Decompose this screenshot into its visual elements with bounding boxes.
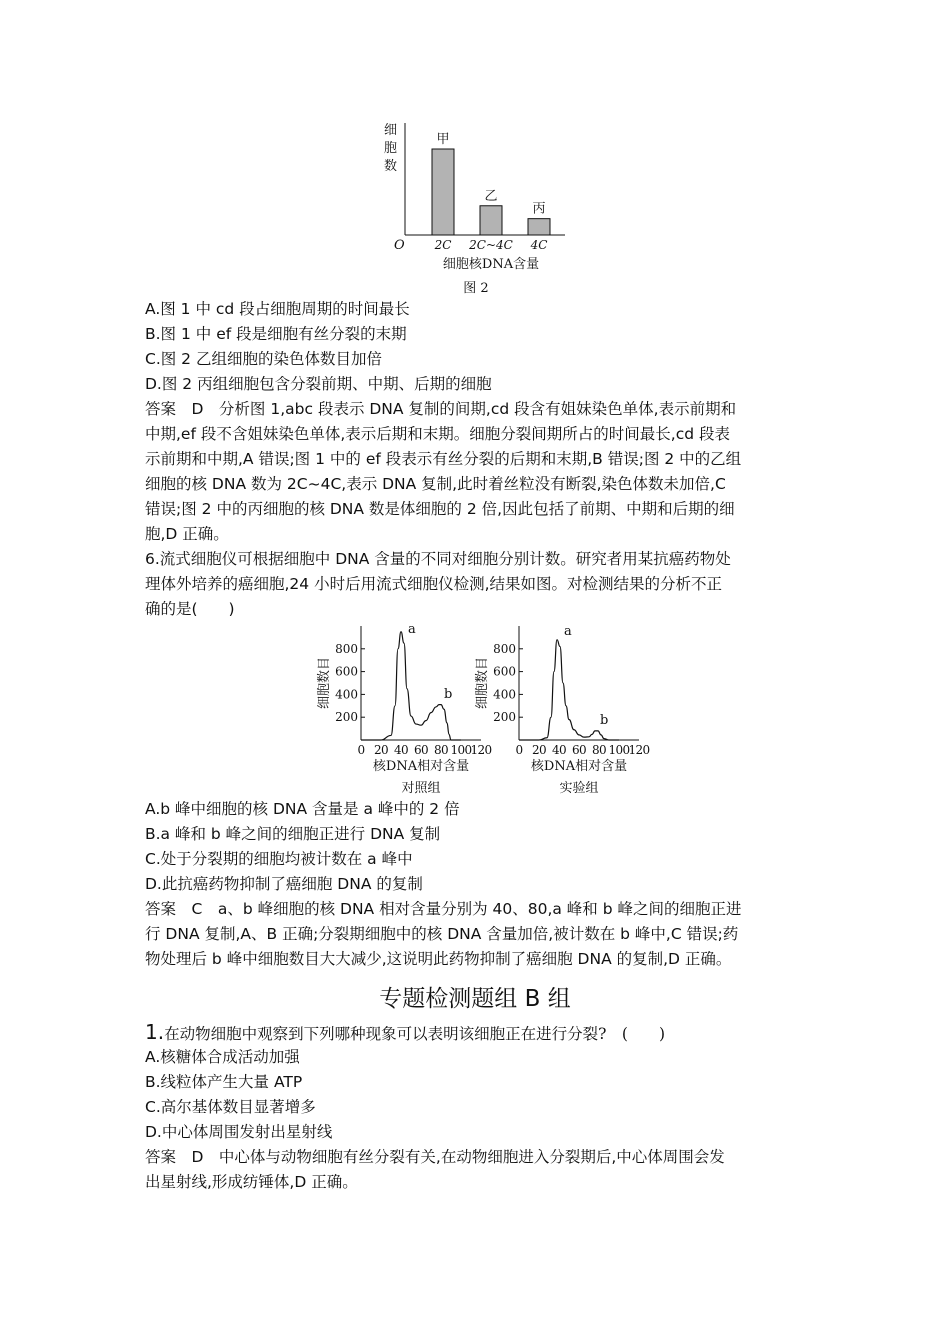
q1-option-a: A.核糖体合成活动加强 (145, 1048, 300, 1066)
fig2-xlabel: 细胞核DNA含量 (442, 257, 540, 272)
flow-chart-title: 对照组 (401, 781, 441, 796)
flow-x-tick-label: 20 (531, 743, 547, 757)
q6-answer-line: 答案 C a、b 峰细胞的核 DNA 相对含量分别为 40、80,a 峰和 b 峰之间的细胞正进 (145, 900, 742, 918)
flow-x-tick-label: 60 (571, 743, 587, 757)
q6-stem-line: 理体外培养的癌细胞,24 小时后用流式细胞仪检测,结果如图。对检测结果的分析不正 (145, 575, 723, 593)
q5-option-a: A.图 1 中 cd 段占细胞周期的时间最长 (145, 300, 410, 318)
flow-y-tick-label: 600 (493, 664, 516, 679)
flow-x-tick-label: 20 (373, 743, 389, 757)
flow-x-tick-label: 60 (413, 743, 429, 757)
q1-stem-text: 在动物细胞中观察到下列哪种现象可以表明该细胞正在进行分裂? ( ) (164, 1025, 666, 1043)
q5-answer-line: 胞,D 正确。 (145, 525, 229, 543)
q1-number: 1. (145, 1020, 165, 1044)
flow-y-tick-label: 800 (335, 641, 358, 656)
flow-x-tick-label: 120 (628, 743, 650, 757)
fig2-bar-label: 丙 (532, 201, 546, 217)
fig2-x-tick-label: 2C (434, 238, 452, 252)
fig2-origin: O (394, 238, 405, 253)
flow-peak-label: b (600, 713, 609, 729)
q6-answer-line: 物处理后 b 峰中细胞数目大大减少,这说明此药物抑制了癌细胞 DNA 的复制,D 正确。 (145, 950, 732, 968)
q1-stem (145, 1020, 665, 1047)
q5-option-b: B.图 1 中 ef 段是细胞有丝分裂的末期 (145, 325, 407, 343)
flow-peak-label: b (444, 686, 453, 702)
q6-stem-line: 确的是( ) (145, 600, 235, 618)
q5-option-d: D.图 2 丙组细胞包含分裂前期、中期、后期的细胞 (145, 375, 492, 393)
q6-option-b: B.a 峰和 b 峰之间的细胞正进行 DNA 复制 (145, 825, 441, 843)
flow-x-tick-label: 40 (551, 743, 567, 757)
q1-option-b: B.线粒体产生大量 ATP (145, 1073, 303, 1091)
flow-chart-experiment (470, 618, 650, 798)
q5-answer-line: 错误;图 2 中的丙细胞的核 DNA 数是体细胞的 2 倍,因此包括了前期、中期和后期的细 (145, 500, 735, 518)
fig2-bar-label: 乙 (484, 188, 498, 204)
q1-answer-line: 出星射线,形成纺锤体,D 正确。 (145, 1173, 358, 1191)
flow-chart-control (312, 618, 492, 798)
flow-x-tick-label: 80 (433, 743, 449, 757)
section-title: 专题检测题组 B 组 (379, 986, 571, 1012)
flow-x-tick-label: 80 (591, 743, 607, 757)
fig2-x-tick-label: 4C (530, 238, 548, 252)
q5-answer-line: 示前期和中期,A 错误;图 1 中的 ef 段表示有丝分裂的后期和末期,B 错误;图 2 中的乙组 (145, 450, 742, 468)
q6-option-c: C.处于分裂期的细胞均被计数在 a 峰中 (145, 850, 413, 868)
fig2-ylabel-3: 数 (384, 159, 398, 174)
flow-x-axis-label: 核DNA相对含量 (372, 759, 470, 774)
fig2-bar (528, 219, 550, 235)
flow-y-axis-label: 细胞数目 (475, 656, 490, 710)
flow-y-axis-label: 细胞数目 (317, 656, 332, 710)
flow-x-axis-label: 核DNA相对含量 (530, 759, 628, 774)
flow-chart-title: 实验组 (559, 781, 599, 796)
fig2-x-tick-label: 2C~4C (469, 238, 513, 252)
flow-x-tick-label: 100 (608, 743, 630, 757)
flow-y-tick-label: 800 (493, 641, 516, 656)
fig2-ylabel-1: 细 (384, 123, 398, 138)
q1-answer-line: 答案 D 中心体与动物细胞有丝分裂有关,在动物细胞进入分裂期后,中心体周围会发 (145, 1148, 725, 1166)
flow-x-tick-label: 100 (450, 743, 472, 757)
q1-option-c: C.高尔基体数目显著增多 (145, 1098, 316, 1116)
q6-answer-line: 行 DNA 复制,A、B 正确;分裂期细胞中的核 DNA 含量加倍,被计数在 b 峰中,C 错误;药 (145, 925, 739, 943)
flow-peak-label: a (408, 621, 416, 637)
q5-answer-line: 答案 D 分析图 1,abc 段表示 DNA 复制的间期,cd 段含有姐妹染色单体,表示前期和 (145, 400, 737, 418)
q6-stem-line: 6.流式细胞仪可根据细胞中 DNA 含量的不同对细胞分别计数。研究者用某抗癌药物处 (145, 550, 731, 568)
fig2-ylabel-2: 胞 (384, 141, 398, 156)
flow-x-tick-label: 0 (515, 743, 523, 757)
flow-y-tick-label: 200 (493, 710, 516, 725)
fig2-bar (432, 149, 454, 235)
flow-peak-label: a (564, 624, 572, 640)
fig2-bar-label: 甲 (436, 132, 450, 147)
flow-y-tick-label: 200 (335, 710, 358, 725)
q5-answer-line: 中期,ef 段不含姐妹染色单体,表示后期和末期。细胞分裂间期所占的时间最长,cd 段表 (145, 425, 730, 443)
fig2-bar (480, 206, 502, 235)
flow-x-tick-label: 120 (470, 743, 492, 757)
flow-x-tick-label: 40 (393, 743, 409, 757)
flow-y-tick-label: 600 (335, 664, 358, 679)
flow-y-tick-label: 400 (335, 687, 358, 702)
fig2-chart (370, 115, 590, 300)
q1-option-d: D.中心体周围发射出星射线 (145, 1123, 333, 1141)
fig2-caption: 图 2 (463, 281, 489, 296)
q5-option-c: C.图 2 乙组细胞的染色体数目加倍 (145, 350, 382, 368)
q6-option-a: A.b 峰中细胞的核 DNA 含量是 a 峰中的 2 倍 (145, 800, 460, 818)
flow-y-tick-label: 400 (493, 687, 516, 702)
q6-option-d: D.此抗癌药物抑制了癌细胞 DNA 的复制 (145, 875, 423, 893)
q5-answer-line: 细胞的核 DNA 数为 2C~4C,表示 DNA 复制,此时着丝粒没有断裂,染色体数未加倍,C (145, 475, 726, 493)
flow-x-tick-label: 0 (357, 743, 365, 757)
